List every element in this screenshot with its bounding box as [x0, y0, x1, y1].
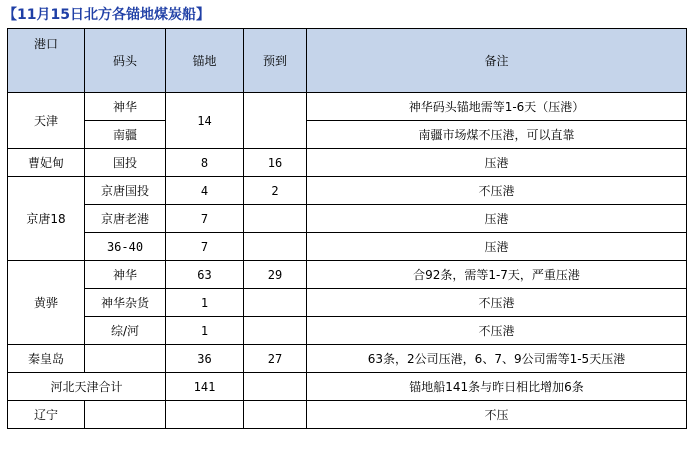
- wharf-cell: 神华: [85, 93, 166, 121]
- anchorage-cell: 141: [166, 373, 244, 401]
- note-cell: 不压: [307, 401, 687, 429]
- anchorage-cell: 1: [166, 317, 244, 345]
- wharf-cell: 综/河: [85, 317, 166, 345]
- coal-ship-table: [7, 28, 687, 429]
- expected-cell: 2: [244, 177, 307, 205]
- anchorage-cell: 1: [166, 289, 244, 317]
- wharf-cell: [85, 401, 166, 429]
- anchorage-cell: [166, 401, 244, 429]
- note-cell: 压港: [307, 205, 687, 233]
- total-label-cell: 河北天津合计: [8, 373, 166, 401]
- anchorage-cell: 7: [166, 205, 244, 233]
- wharf-cell: 神华杂货: [85, 289, 166, 317]
- wharf-cell: 神华: [85, 261, 166, 289]
- expected-cell: 29: [244, 261, 307, 289]
- anchorage-cell: 36: [166, 345, 244, 373]
- anchorage-cell: 8: [166, 149, 244, 177]
- wharf-cell: 京唐国投: [85, 177, 166, 205]
- expected-cell: [244, 401, 307, 429]
- port-cell: 辽宁: [8, 401, 85, 429]
- wharf-cell: 京唐老港: [85, 205, 166, 233]
- wharf-cell: 36-40: [85, 233, 166, 261]
- header-anchorage: 锚地: [166, 29, 244, 93]
- header-port: 港口: [8, 29, 85, 93]
- expected-cell: 16: [244, 149, 307, 177]
- anchorage-cell: 7: [166, 233, 244, 261]
- note-cell: 63条，2公司压港，6、7、9公司需等1-5天压港: [307, 345, 687, 373]
- port-cell: 曹妃甸: [8, 149, 85, 177]
- wharf-cell: 国投: [85, 149, 166, 177]
- expected-cell: [244, 289, 307, 317]
- note-cell: 锚地船141条与昨日相比增加6条: [307, 373, 687, 401]
- anchorage-cell: 4: [166, 177, 244, 205]
- port-cell: 黄骅: [8, 261, 85, 345]
- note-cell: 不压港: [307, 317, 687, 345]
- port-cell: 秦皇岛: [8, 345, 85, 373]
- expected-cell: [244, 93, 307, 149]
- note-cell: 南疆市场煤不压港，可以直靠: [307, 121, 687, 149]
- note-cell: 合92条，需等1-7天，严重压港: [307, 261, 687, 289]
- expected-cell: [244, 205, 307, 233]
- page-title: 【11月15日北方各锚地煤炭船】: [3, 7, 210, 23]
- note-cell: 神华码头锚地需等1-6天（压港）: [307, 93, 687, 121]
- port-cell: 天津: [8, 93, 85, 149]
- expected-cell: 27: [244, 345, 307, 373]
- anchorage-cell: 14: [166, 93, 244, 149]
- expected-cell: [244, 373, 307, 401]
- wharf-cell: [85, 345, 166, 373]
- header-expected: 预到: [244, 29, 307, 93]
- note-cell: 压港: [307, 233, 687, 261]
- note-cell: 压港: [307, 149, 687, 177]
- expected-cell: [244, 317, 307, 345]
- header-wharf: 码头: [85, 29, 166, 93]
- expected-cell: [244, 233, 307, 261]
- note-cell: 不压港: [307, 177, 687, 205]
- port-cell: 京唐18: [8, 177, 85, 261]
- anchorage-cell: 63: [166, 261, 244, 289]
- wharf-cell: 南疆: [85, 121, 166, 149]
- header-note: 备注: [307, 29, 687, 93]
- note-cell: 不压港: [307, 289, 687, 317]
